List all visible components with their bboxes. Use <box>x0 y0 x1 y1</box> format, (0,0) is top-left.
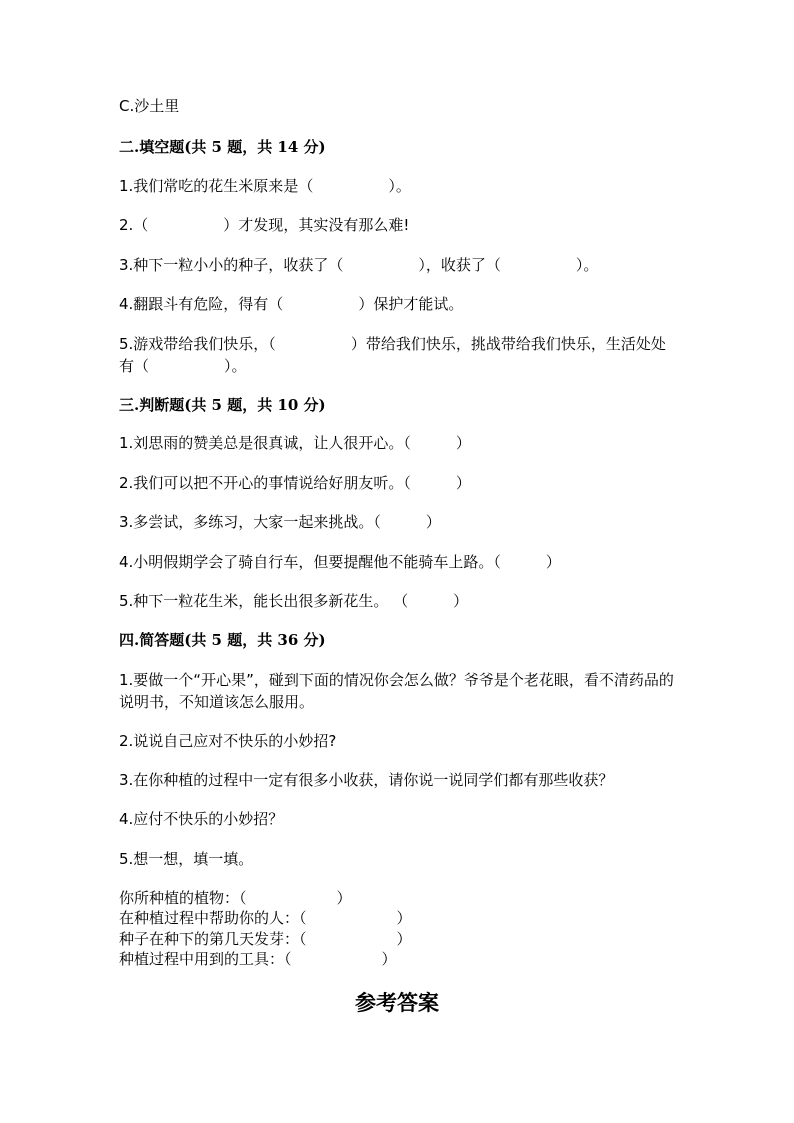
section-true-false-title: 三.判断题(共 5 题，共 10 分) <box>119 396 326 414</box>
true-false-question-2: 2.我们可以把不开心的事情说给好朋友听。（ ） <box>119 474 471 492</box>
fill-line-tools: 种植过程中用到的工具：（ ） <box>119 950 397 968</box>
previous-option-c: C.沙土里 <box>119 97 180 115</box>
section-short-answer-title: 四.简答题(共 5 题，共 36 分) <box>119 631 326 649</box>
fill-blank-question-1: 1.我们常吃的花生米原来是（ ）。 <box>119 177 411 195</box>
short-answer-question-3: 3.在你种植的过程中一定有很多小收获，请你说一说同学们都有那些收获？ <box>119 771 614 789</box>
section-fill-blank-title: 二.填空题(共 5 题，共 14 分) <box>119 138 326 156</box>
fill-blank-question-5: 5.游戏带给我们快乐，（ ）带给我们快乐，挑战带给我们快乐，生活处处有（ ）。 <box>119 335 666 375</box>
short-answer-question-2: 2.说说自己应对不快乐的小妙招? <box>119 732 337 750</box>
short-answer-question-4: 4.应付不快乐的小妙招？ <box>119 810 284 828</box>
answer-key-title: 参考答案 <box>355 990 439 1015</box>
fill-line-helper: 在种植过程中帮助你的人：（ ） <box>119 909 412 927</box>
fill-blank-question-4: 4.翻跟斗有危险，得有（ ）保护才能试。 <box>119 295 464 313</box>
fill-blank-question-2: 2.（ ）才发现，其实没有那么难! <box>119 216 410 234</box>
short-answer-question-1: 1.要做一个“开心果”，碰到下面的情况你会怎么做？爷爷是个老花眼，看不清药品的说明书，不知道该怎么服用。 <box>119 671 674 711</box>
true-false-question-5: 5.种下一粒花生米，能长出很多新花生。 （ ） <box>119 592 469 610</box>
short-answer-question-5: 5.想一想，填一填。 <box>119 850 254 868</box>
true-false-question-3: 3.多尝试，多练习，大家一起来挑战。（ ） <box>119 513 441 531</box>
true-false-question-4: 4.小明假期学会了骑自行车，但要提醒他不能骑车上路。（ ） <box>119 553 561 571</box>
fill-line-plant: 你所种植的植物：（ ） <box>119 889 352 907</box>
fill-line-sprout-day: 种子在种下的第几天发芽：（ ） <box>119 930 412 948</box>
true-false-question-1: 1.刘思雨的赞美总是很真诚，让人很开心。（ ） <box>119 434 471 452</box>
fill-blank-question-3: 3.种下一粒小小的种子，收获了（ ），收获了（ ）。 <box>119 256 599 274</box>
